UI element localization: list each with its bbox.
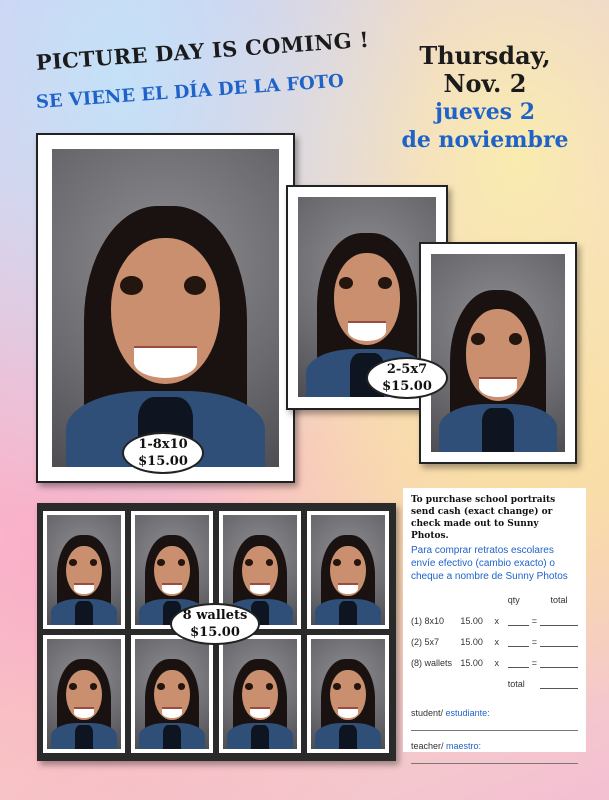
times-sign: x [494, 657, 499, 668]
teacher-name-field[interactable] [411, 741, 578, 764]
teacher-label-spanish: maestro: [446, 741, 482, 751]
item-price: 15.00 [460, 636, 483, 647]
headline-spanish: SE VIENE EL DÍA DE LA FOTO [35, 70, 345, 113]
equals-sign: = [531, 657, 537, 668]
item-label: (1) 8x10 [411, 615, 445, 626]
date-weekday-spanish: jueves 2 [434, 99, 536, 125]
date-day: Nov. 2 [443, 69, 527, 98]
package-size: 8 wallets [182, 608, 248, 623]
total-blank[interactable] [540, 637, 578, 647]
headline: PICTURE DAY IS COMING ! [35, 26, 370, 75]
order-table-header [411, 589, 578, 610]
item-label: (8) wallets [411, 657, 453, 668]
item-price: 15.00 [460, 657, 483, 668]
package-price: $15.00 [138, 454, 188, 469]
qty-blank[interactable] [508, 637, 529, 647]
student-label: student/ [411, 708, 444, 718]
order-table [411, 589, 578, 694]
wallet-photo [307, 511, 389, 629]
order-instructions: To purchase school portraits send cash (exact change) or check made out to Sunny Photos. [411, 495, 556, 541]
student-name-field[interactable] [411, 708, 578, 731]
package-price: $15.00 [190, 625, 240, 640]
package-size: 1-8x10 [138, 437, 188, 452]
equals-sign: = [531, 615, 537, 626]
order-instructions-spanish: Para comprar retratos escolares envíe efectivo (cambio exacto) o cheque a nombre de Sunny Photos [411, 545, 568, 582]
order-row [411, 652, 578, 673]
wallet-photo [43, 511, 125, 629]
times-sign: x [494, 615, 499, 626]
portrait-photo [52, 149, 279, 467]
student-line[interactable] [411, 720, 578, 731]
date-weekday: Thursday, [419, 41, 551, 70]
times-sign: x [494, 636, 499, 647]
wallet-photo [43, 635, 125, 753]
grand-total-label: total [507, 678, 525, 689]
item-price: 15.00 [460, 615, 483, 626]
sample-8x10-frame [36, 133, 295, 483]
order-row [411, 631, 578, 652]
order-form [403, 488, 586, 752]
grand-total-blank[interactable] [540, 679, 578, 689]
item-label: (2) 5x7 [411, 636, 440, 647]
teacher-label: teacher/ [411, 741, 444, 751]
student-label-spanish: estudiante: [445, 708, 490, 718]
package-price: $15.00 [382, 379, 432, 394]
qty-blank[interactable] [508, 616, 529, 626]
total-blank[interactable] [540, 616, 578, 626]
total-header: total [550, 594, 568, 605]
price-label-wallets [170, 603, 260, 645]
grand-total-row [411, 673, 578, 694]
sample-5x7-frame [419, 242, 577, 464]
date-day-spanish: de noviembre [401, 127, 569, 153]
package-size: 2-5x7 [386, 362, 428, 377]
equals-sign: = [531, 636, 537, 647]
total-blank[interactable] [540, 658, 578, 668]
qty-header: qty [507, 594, 520, 605]
order-row [411, 610, 578, 631]
wallet-photo [307, 635, 389, 753]
teacher-line[interactable] [411, 753, 578, 764]
wallet-photo [219, 635, 301, 753]
qty-blank[interactable] [508, 658, 529, 668]
price-label-8x10 [122, 432, 204, 474]
price-label-5x7 [366, 357, 448, 399]
portrait-photo [431, 254, 565, 452]
event-date [380, 42, 590, 154]
wallet-photo [131, 635, 213, 753]
